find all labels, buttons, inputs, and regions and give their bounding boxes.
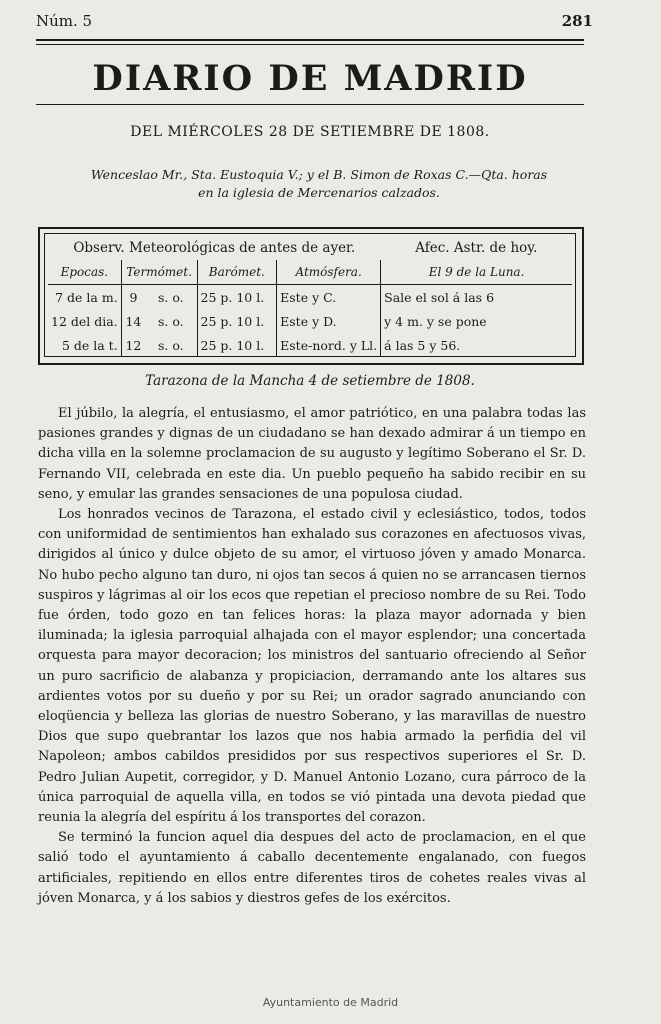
row-baro: 25 p. 10 l. (197, 309, 277, 333)
row-scale: s. o. (158, 313, 184, 329)
weather-column-headers (48, 260, 572, 285)
weather-table (48, 236, 572, 357)
header-rule-thick (36, 39, 584, 41)
row-atm: Este-nord. y Ll. (277, 333, 381, 357)
article-body (38, 404, 586, 909)
row-temp: 14 (121, 309, 145, 333)
row-epoca: 5 de la t. (61, 337, 118, 353)
row-atm: Este y C. (277, 285, 381, 310)
col-epocas: Epocas. (48, 260, 121, 285)
row-epoca: 7 de la m. (55, 289, 118, 305)
issue-date: DEL MIÉRCOLES 28 DE SETIEMBRE DE 1808. (130, 124, 490, 140)
masthead-rule (36, 104, 584, 105)
row-baro: 25 p. 10 l. (197, 285, 277, 310)
weather-row (48, 285, 572, 310)
saints-of-the-day (50, 166, 588, 202)
col-luna: El 9 de la Luna. (381, 260, 572, 285)
col-termometro: Termómet. (121, 260, 197, 285)
masthead-title: DIARIO DE MADRID (92, 58, 528, 99)
row-scale: s. o. (158, 337, 184, 353)
weather-title: Observ. Meteorológicas de antes de ayer. (73, 240, 356, 256)
weather-row (48, 333, 572, 357)
issue-number: Núm. 5 (36, 12, 93, 30)
weather-title-row (48, 236, 572, 260)
saints-line-2: en la iglesia de Mercenarios calzados. (198, 185, 440, 200)
article-dateline: Tarazona de la Mancha 4 de setiembre de 1808. (145, 373, 475, 389)
row-baro: 25 p. 10 l. (197, 333, 277, 357)
row-temp: 12 (121, 333, 145, 357)
page-number: 281 (561, 12, 593, 30)
weather-row (48, 309, 572, 333)
row-astro: y 4 m. y se pone (381, 309, 572, 333)
saints-line-1: Wenceslao Mr., Sta. Eustoquia V.; y el B. Simon de Roxas C.—Qta. horas (90, 167, 548, 182)
row-epoca: 12 del dia. (51, 313, 118, 329)
row-astro: Sale el sol á las 6 (381, 285, 572, 310)
col-barometro: Barómet. (197, 260, 277, 285)
row-scale: s. o. (158, 289, 184, 305)
astro-title: Afec. Astr. de hoy. (415, 240, 538, 256)
article-paragraph: Se terminó la funcion aquel dia despues del acto de proclamacion, en el que salió todo el ayuntamiento á caballo decentemente engalanado, con fuegos artificiales, repitiendo en ellos entre diferentes tiros de cohetes reales vivas al jóven Monarca, y á los sabios y diestros gefes de los exércitos. (38, 830, 586, 906)
row-temp: 9 (121, 285, 145, 310)
row-atm: Este y D. (277, 309, 381, 333)
article-paragraph: El júbilo, la alegría, el entusiasmo, el amor patriótico, en una palabra todas las pasiones grandes y dignas de un ciudadano se han dexado admirar á un tiempo en dicha villa en la solemne proclamacion de su augusto y legítimo Soberano el Sr. D. Fernando VII, celebrada en este dia. Un pueblo pequeño ha sabido recibir en su seno, y emular las grandes sensaciones de una populosa ciudad. (38, 406, 586, 502)
row-astro: á las 5 y 56. (381, 333, 572, 357)
col-atmosfera: Atmósfera. (277, 260, 381, 285)
header-rule-thin (36, 44, 584, 45)
archive-credit: Ayuntamiento de Madrid (262, 996, 399, 1009)
article-paragraph: Los honrados vecinos de Tarazona, el estado civil y eclesiástico, todos, todos con uniformidad de sentimientos han exhalado sus corazones en afectuosos vivas, dirigidos al único y dulce objeto de su amor, el virtuoso jóven y amado Monarca. No hubo pecho alguno tan duro, ni ojos tan secos á quien no se arrancasen tiernos suspiros y lágrimas al oir los ecos que repetian el precioso nombre de su Rei. Todo fue órden, todo gozo en tan felices horas: la plaza mayor adornada y bien iluminada; la iglesia parroquial alhajada con el mayor esplendor; una concertada orquesta para mayor decoracion; los ministros del santuario ofreciendo al Señor un puro sacrificio de alabanza y propiciacion, derramando ante los altares sus ardientes votos por su dueño y por su Rei; un orador sagrado anunciando con eloqüencia y belleza las glorias de nuestro Soberano, y las maravillas de nuestro Dios que supo quebrantar los lazos que nos habia armado la perfidia del vil Napoleon; ambos cabildos presididos por sus respectivos superiores el Sr. D. Pedro Julian Aupetit, corregidor, y D. Manuel Antonio Lozano, cura párroco de la única parroquial de aquella villa, en todos se vió pintada una devota piedad que reunia la alegría del espíritu á los transportes del corazon. (38, 507, 586, 826)
